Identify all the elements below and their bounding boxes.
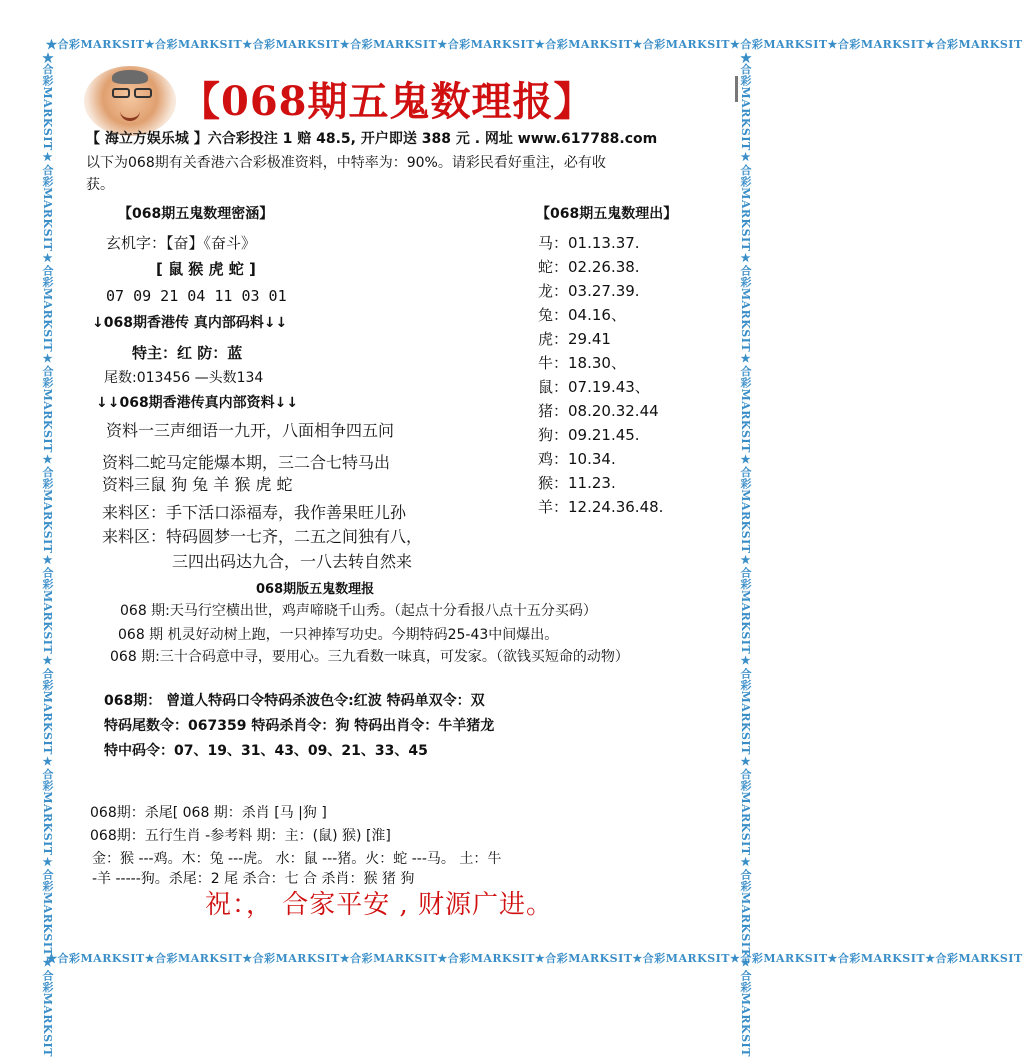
lailiao-3: 三四出码达九合，一八去转自然来 xyxy=(172,552,413,571)
left-heading: 【068期五鬼数理密涵】 xyxy=(118,206,274,222)
right-row: 狗：09.21.45. xyxy=(538,426,640,444)
right-row: 牛：18.30、 xyxy=(538,354,626,372)
animals-line: [ 鼠 猴 虎 蛇 ] xyxy=(156,260,256,278)
bottom-line-1: 068期：杀尾[ 068 期：杀肖 [马 |狗 ] xyxy=(90,805,327,821)
avatar-eye-left xyxy=(112,88,130,98)
right-row: 猴：11.23. xyxy=(538,474,616,492)
mid-line-1: 068 期:天马行空横出世，鸡声啼晓千山秀。（起点十分看报八点十五分买码） xyxy=(120,603,597,619)
right-row: 虎：29.41 xyxy=(538,330,611,348)
border-watermark-bottom: ★合彩MARKSIT★合彩MARKSIT★合彩MARKSIT★合彩MARKSIT★合彩MARKSIT★合彩MARKSIT★合彩MARKSIT★合彩MARKSIT★合彩MARKSIT★合彩MARKSIT xyxy=(46,952,1023,965)
right-row: 蛇：02.26.38. xyxy=(538,258,640,276)
right-row: 鼠：07.19.43、 xyxy=(538,378,650,396)
right-row: 龙：03.27.39. xyxy=(538,282,640,300)
intro-line-1: 以下为068期有关香港六合彩极准资料，中特率为：90%。请彩民看好重注，必有收 xyxy=(86,155,606,171)
xuanji-line: 玄机字：【奋】《奋斗》 xyxy=(106,234,257,252)
weishu-line: 尾数:013456 —头数134 xyxy=(104,370,264,386)
border-watermark-left: ★合彩MARKSIT★合彩MARKSIT★合彩MARKSIT★合彩MARKSIT★合彩MARKSIT★合彩MARKSIT★合彩MARKSIT★合彩MARKSIT★合彩MARKSIT★合彩MARKSIT xyxy=(41,52,54,1057)
mid-line-3: 068 期:三十合码意中寻，要用心。三九看数一味真，可发家。（欲钱买短命的动物） xyxy=(110,649,629,665)
hk-line-1: ↓068期香港传 真内部码料↓↓ xyxy=(92,315,288,331)
command-line-2: 特码尾数令：067359 特码杀肖令：狗 特码出肖令：牛羊猪龙 xyxy=(104,718,495,734)
border-watermark-top: ★合彩MARKSIT★合彩MARKSIT★合彩MARKSIT★合彩MARKSIT★合彩MARKSIT★合彩MARKSIT★合彩MARKSIT★合彩MARKSIT★合彩MARKSIT★合彩MARKSIT xyxy=(46,38,1023,51)
avatar-hair xyxy=(112,70,148,84)
ad-line: 【 海立方娱乐城 】六合彩投注 1 赔 48.5, 开户即送 388 元 . 网址 www.617788.com xyxy=(86,131,658,147)
right-row: 鸡：10.34. xyxy=(538,450,616,468)
bottom-line-2: 068期：五行生肖 -参考料 期：主：(鼠) 猴) [淮] xyxy=(90,828,391,844)
border-left xyxy=(40,52,56,1057)
border-right xyxy=(738,52,756,1057)
corner-mark xyxy=(735,76,738,102)
right-row: 猪：08.20.32.44 xyxy=(538,402,659,420)
bottom-line-3: 金：猴 ---鸡。木：兔 ---虎。 水：鼠 ---猪。火：蛇 ---马。 土：牛 xyxy=(92,851,502,867)
lailiao-2: 来料区：特码圆梦一七齐，二五之间独有八， xyxy=(102,527,423,546)
command-line-3: 特中码令：07、19、31、43、09、21、33、45 xyxy=(104,743,428,759)
right-row: 马：01.13.37. xyxy=(538,234,640,252)
bottom-line-4: -羊 -----狗。杀尾：2 尾 杀合：七 合 杀肖：猴 猪 狗 xyxy=(92,871,415,887)
numbers-line: 07 09 21 04 11 03 01 xyxy=(106,287,287,305)
right-heading: 【068期五鬼数理出】 xyxy=(536,206,678,222)
mid-line-2: 068 期 机灵好动树上跑，一只神捧写功史。今期特码25-43中间爆出。 xyxy=(118,627,559,643)
command-line-1: 068期： 曾道人特码口令特码杀波色令:红波 特码单双令：双 xyxy=(104,693,485,709)
avatar-mouth xyxy=(120,110,140,121)
ziliao-3: 资料三鼠 狗 兔 羊 猴 虎 蛇 xyxy=(102,475,293,494)
right-row: 羊：12.24.36.48. xyxy=(538,498,664,516)
lailiao-1: 来料区：手下活口添福寿，我作善果旺儿孙 xyxy=(102,503,407,522)
tezhu-line: 特主：红 防：蓝 xyxy=(132,344,243,362)
intro-line-2: 获。 xyxy=(86,177,114,193)
avatar-portrait xyxy=(84,66,176,136)
hk-line-2: ↓↓068期香港传真内部资料↓↓ xyxy=(96,395,299,411)
ziliao-2: 资料二蛇马定能爆本期，三二合七特马出 xyxy=(102,453,391,472)
ziliao-1: 资料一三声细语一九开，八面相争四五问 xyxy=(106,421,395,440)
avatar-eye-right xyxy=(134,88,152,98)
blessing-line: 祝：， 合家平安 , 财源广进。 xyxy=(205,890,554,920)
border-watermark-right: ★合彩MARKSIT★合彩MARKSIT★合彩MARKSIT★合彩MARKSIT★合彩MARKSIT★合彩MARKSIT★合彩MARKSIT★合彩MARKSIT★合彩MARKSIT★合彩MARKSIT xyxy=(739,52,752,1057)
sub-heading: 068期版五鬼数理报 xyxy=(256,582,375,597)
right-row: 兔：04.16、 xyxy=(538,306,626,324)
page-title: 【068期五鬼数理报】 xyxy=(180,78,595,125)
